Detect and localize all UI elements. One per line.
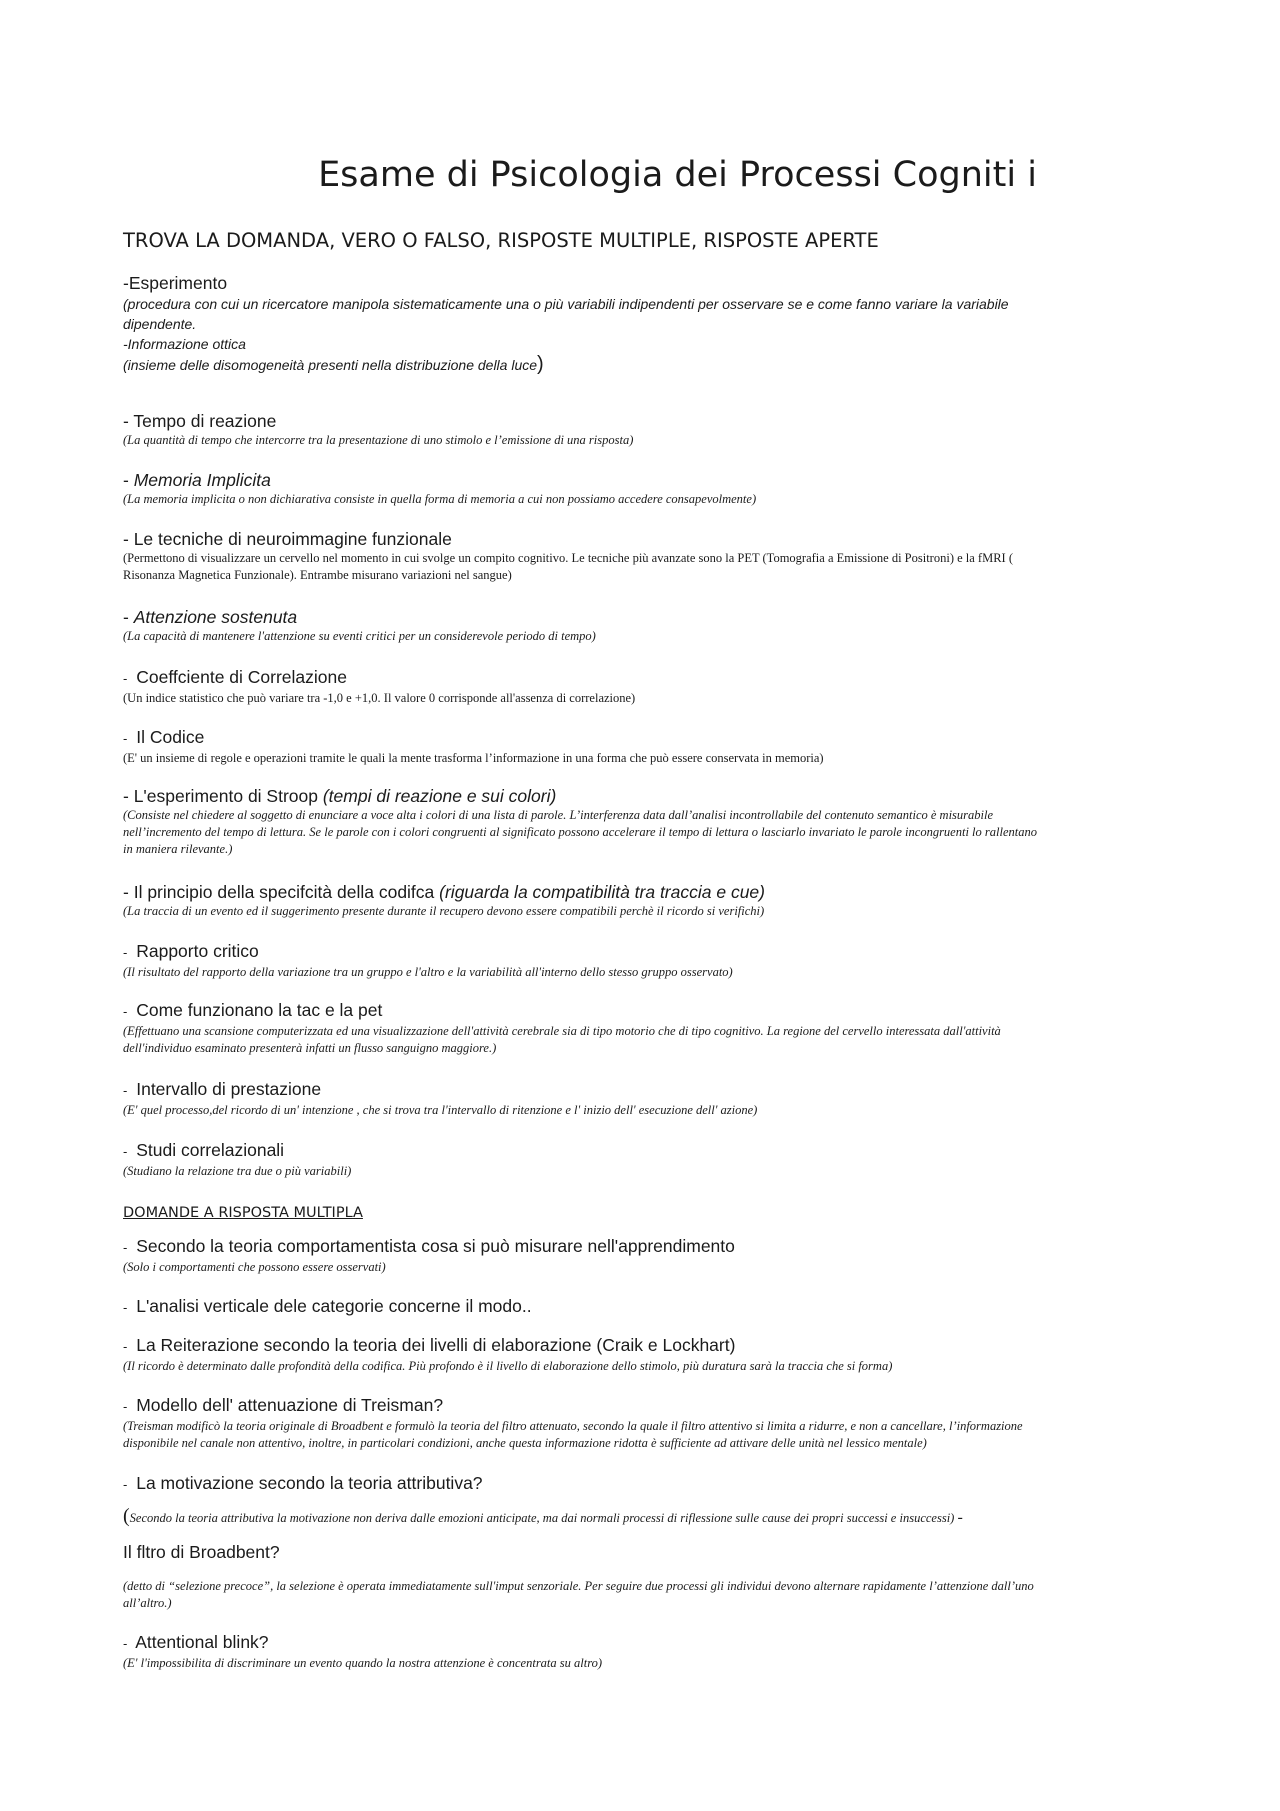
list-item (123, 785, 1163, 858)
question-item (123, 1334, 1163, 1375)
question-item (123, 1541, 1163, 1612)
definition-close: ) (537, 353, 544, 375)
answer: (Solo i comportamenti che possono essere osservati) (123, 1260, 386, 1274)
definition: (Permettono di visualizzare un cervello nel momento in cui svolge un compito cognitivo. Le tecniche più avanzate sono la PET (Tomografia a Emissione di Positroni) e la fMRI ( (123, 551, 1013, 565)
bullet: - (123, 470, 129, 490)
definition: (E' un insieme di regole e operazioni tramite le quali la mente trasforma l’informazione in una forma che può essere conservata in memoria) (123, 751, 824, 765)
term-text: L'esperimento di Stroop (133, 786, 318, 806)
bullet: - (123, 1144, 128, 1159)
term-heading (123, 1078, 1163, 1102)
list-item (123, 666, 1163, 707)
term-esperimento: -Esperimento (123, 273, 228, 293)
bullet: - (123, 945, 128, 960)
list-item (123, 999, 1163, 1057)
bullet: - (123, 607, 129, 627)
term-heading (123, 606, 1163, 628)
bullet: - (123, 411, 129, 431)
answer (123, 1505, 1163, 1527)
definition: (E' quel processo,del ricordo di un' intenzione , che si trova tra l'intervallo di ritenzione e l' inizio dell' esecuzione dell' azione) (123, 1103, 758, 1117)
question-item (123, 1295, 1163, 1319)
bullet: - (123, 882, 129, 902)
question-heading (123, 1472, 1163, 1496)
bullet: - (123, 529, 129, 549)
term-note: (tempi di reazione e sui colori) (322, 786, 557, 806)
list-item (123, 606, 1163, 645)
question-heading (123, 1334, 1163, 1358)
answer: disponibile nel canale non attentivo, inoltre, in particolari condizioni, anche questa informazione ridotta è sufficiente ad attivare delle unità nel lessico mentale) (123, 1436, 927, 1450)
question-heading (123, 1235, 1163, 1259)
bullet: - (123, 786, 129, 806)
term-text: Tempo di reazione (133, 411, 277, 431)
bullet: - (123, 1083, 128, 1098)
answer: (detto di “selezione precoce”, la selezione è operata immediatamente sull'imput senzoriale. Per seguire due processi gli individui devono alternare rapidamente l’attenzione dall’uno (123, 1579, 1034, 1593)
bullet: - (123, 1636, 128, 1651)
term-text: Come funzionano la tac e la pet (136, 1000, 383, 1020)
bullet: - (123, 1399, 128, 1414)
bullet: - (123, 1477, 128, 1492)
question-heading (123, 1394, 1163, 1418)
bullet: - (123, 1300, 128, 1315)
term-heading (123, 999, 1163, 1023)
definition: nell’incremento del tempo di lettura. Se le parole con i colori congruenti al significato possono accelerare il tempo di lettura o lasciarlo invariato le parole incongruenti lo rallentano (123, 825, 1037, 839)
list-item (123, 528, 1163, 584)
definition: dell'individuo esaminato presenterà infatti un flusso sanguigno maggiore.) (123, 1041, 497, 1055)
term-heading (123, 666, 1163, 690)
definition: (La quantità di tempo che intercorre tra la presentazione di uno stimolo e l’emissione di una risposta) (123, 433, 634, 447)
term-heading (123, 940, 1163, 964)
answer-text: Secondo la teoria attributiva la motivazione non deriva dalle emozioni anticipate, ma dai normali processi di riflessione sulle cause dei propri successi e insuccessi) (129, 1511, 955, 1525)
list-item (123, 726, 1163, 767)
question-item (123, 1472, 1163, 1527)
answer: all’altro.) (123, 1596, 172, 1610)
question-text: La Reiterazione secondo la teoria dei livelli di elaborazione (Craik e Lockhart) (136, 1335, 736, 1355)
definition: Risonanza Magnetica Funzionale). Entrambe misurano variazioni nel sangue) (123, 568, 512, 582)
definition: (Effettuano una scansione computerizzata ed una visualizzazione dell'attività cerebrale sia di tipo motorio che di tipo cognitivo. La regione del cervello interessata dall'attività (123, 1024, 1001, 1038)
list-item (123, 940, 1163, 981)
question-heading (123, 1631, 1163, 1655)
term-text: Il Codice (136, 727, 205, 747)
page-title: Esame di Psicologia dei Processi Cogniti i (318, 155, 1037, 195)
question-item (123, 1235, 1163, 1276)
term-heading (123, 410, 1163, 432)
bullet: - (123, 1004, 128, 1019)
question-text: L'analisi verticale dele categorie concerne il modo.. (136, 1296, 532, 1316)
bullet: - (123, 671, 128, 686)
list-item (123, 1139, 1163, 1180)
list-item (123, 469, 1163, 508)
answer: (Il ricordo è determinato dalle profondità della codifica. Più profondo è il livello di elaborazione dello stimolo, più duratura sarà la traccia che si forma) (123, 1359, 893, 1373)
section-heading: DOMANDE A RISPOSTA MULTIPLA (123, 1205, 363, 1221)
term-text: Il principio della specifcità della codifca (133, 882, 435, 902)
term-heading (123, 785, 1163, 807)
question-text: La motivazione secondo la teoria attributiva? (136, 1473, 483, 1493)
question-heading: Il fltro di Broadbent? (123, 1542, 280, 1562)
term-heading (123, 528, 1163, 550)
question-item (123, 1631, 1163, 1672)
bullet: - (123, 1240, 128, 1255)
definition: (La traccia di un evento ed il suggerimento presente durante il recupero devono essere compatibili perchè il ricordo si verifichi) (123, 904, 765, 918)
definition: (procedura con cui un ricercatore manipola sistematicamente una o più variabili indipendenti per osservare se e come fanno variare la variabile (123, 296, 1009, 312)
term-text: Studi correlazionali (136, 1140, 285, 1160)
term-heading (123, 726, 1163, 750)
question-item (123, 1394, 1163, 1452)
term-text: Coeffciente di Correlazione (136, 667, 347, 687)
intro-block (123, 272, 1163, 375)
term-text: Rapporto critico (136, 941, 259, 961)
question-text: Attentional blink? (135, 1632, 269, 1652)
answer-open: ( (123, 1505, 130, 1527)
term-text: Le tecniche di neuroimmagine funzionale (133, 529, 452, 549)
answer-tail: - (957, 1509, 963, 1526)
answer: (Treisman modificò la teoria originale di Broadbent e formulò la teoria del filtro attenuato, secondo la quale il filtro attentivo si limita a ridurre, e non a cancellare, l’informazione (123, 1419, 1023, 1433)
term-heading (123, 881, 1163, 903)
term-informazione-ottica: -Informazione ottica (123, 336, 246, 352)
term-note: (riguarda la compatibilità tra traccia e cue) (439, 882, 765, 902)
term-text: Attenzione sostenuta (133, 607, 298, 627)
definition: in maniera rilevante.) (123, 842, 233, 856)
definition: (La capacità di mantenere l'attenzione su eventi critici per un considerevole periodo di tempo) (123, 629, 596, 643)
term-heading (123, 469, 1163, 491)
definition (123, 354, 1163, 375)
question-heading (123, 1295, 1163, 1319)
list-item (123, 410, 1163, 449)
definition: (La memoria implicita o non dichiarativa consiste in quella forma di memoria a cui non possiamo accedere consapevolmente) (123, 492, 757, 506)
bullet: - (123, 1339, 128, 1354)
answer: (E' l'impossibilita di discriminare un evento quando la nostra attenzione è concentrata su altro) (123, 1656, 603, 1670)
definition: (Studiano la relazione tra due o più variabili) (123, 1164, 352, 1178)
term-text: Memoria Implicita (133, 470, 271, 490)
bullet: - (123, 731, 128, 746)
definition-text: (insieme delle disomogeneità presenti nella distribuzione della luce (123, 357, 538, 373)
list-item (123, 881, 1163, 920)
question-text: Modello dell' attenuazione di Treisman? (136, 1395, 444, 1415)
definition: dipendente. (123, 316, 197, 332)
definition: (Consiste nel chiedere al soggetto di enunciare a voce alta i colori di una lista di parole. L’interferenza data dall’analisi incontrollabile del contenuto semantico è misurabile (123, 808, 994, 822)
page-subtitle: TROVA LA DOMANDA, VERO O FALSO, RISPOSTE MULTIPLE, RISPOSTE APERTE (123, 229, 879, 252)
definition: (Un indice statistico che può variare tra -1,0 e +1,0. Il valore 0 corrisponde all'assenza di correlazione) (123, 691, 636, 705)
list-item (123, 1078, 1163, 1119)
term-text: Intervallo di prestazione (136, 1079, 322, 1099)
definition: (Il risultato del rapporto della variazione tra un gruppo e l'altro e la variabilità all'interno dello stesso gruppo osservato) (123, 965, 733, 979)
question-text: Secondo la teoria comportamentista cosa si può misurare nell'apprendimento (136, 1236, 735, 1256)
term-heading (123, 1139, 1163, 1163)
